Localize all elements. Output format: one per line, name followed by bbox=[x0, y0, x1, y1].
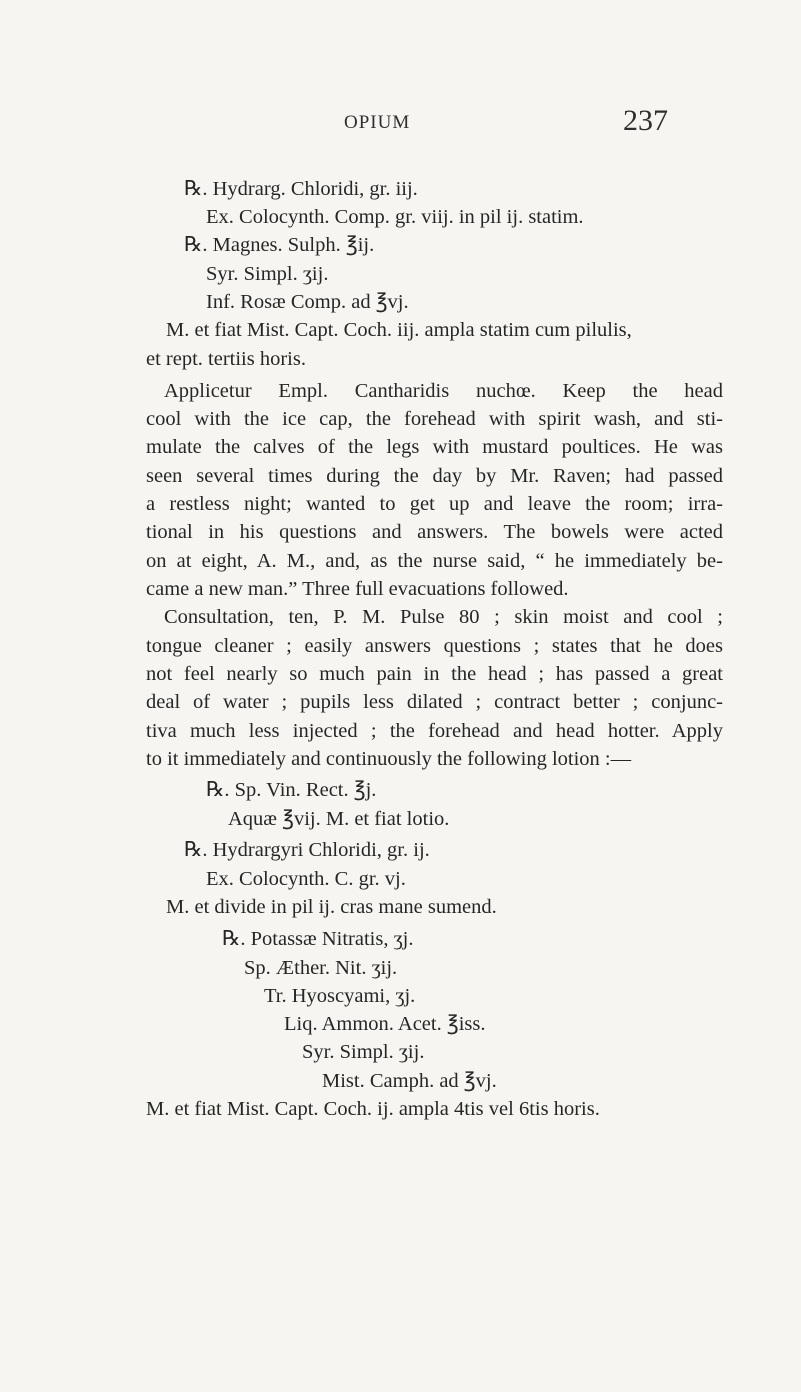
text-line: Liq. Ammon. Acet. ℥iss. bbox=[284, 1013, 486, 1035]
text-line: mulate the calves of the legs with mustard poultices. He was bbox=[146, 436, 723, 458]
text-line: Ex. Colocynth. C. gr. vj. bbox=[206, 868, 406, 890]
text-line: tional in his questions and answers. The bowels were acted bbox=[146, 521, 723, 543]
text-line: Mist. Camph. ad ℥vj. bbox=[322, 1070, 497, 1092]
text-line: Applicetur Empl. Cantharidis nuchœ. Keep the head bbox=[164, 380, 723, 402]
text-line: Aquæ ℥vij. M. et fiat lotio. bbox=[228, 808, 450, 830]
text-line: not feel nearly so much pain in the head ; has passed a great bbox=[146, 663, 723, 685]
running-title: OPIUM bbox=[344, 112, 411, 133]
text-line: Syr. Simpl. ʒij. bbox=[206, 263, 329, 285]
text-line: tiva much less injected ; the forehead and head hotter. Apply bbox=[146, 720, 723, 742]
text-line: ℞. Potassæ Nitratis, ʒj. bbox=[222, 928, 414, 950]
text-line: a restless night; wanted to get up and leave the room; irra- bbox=[146, 493, 723, 515]
text-line: Sp. Æther. Nit. ʒij. bbox=[244, 957, 398, 979]
text-line: Inf. Rosæ Comp. ad ℥vj. bbox=[206, 291, 409, 313]
text-line: ℞. Sp. Vin. Rect. ℥j. bbox=[206, 779, 377, 801]
text-line: Consultation, ten, P. M. Pulse 80 ; skin moist and cool ; bbox=[164, 606, 723, 628]
page-header bbox=[0, 104, 801, 144]
text-line: Ex. Colocynth. Comp. gr. viij. in pil ij. statim. bbox=[206, 206, 584, 228]
text-line: on at eight, A. M., and, as the nurse said, “ he immediately be- bbox=[146, 550, 723, 572]
text-line: deal of water ; pupils less dilated ; contract better ; conjunc- bbox=[146, 691, 723, 713]
text-line: M. et divide in pil ij. cras mane sumend. bbox=[166, 896, 497, 918]
text-line: ℞. Hydrargyri Chloridi, gr. ij. bbox=[184, 839, 430, 861]
text-line: seen several times during the day by Mr. Raven; had passed bbox=[146, 465, 723, 487]
text-line: ℞. Hydrarg. Chloridi, gr. iij. bbox=[184, 178, 418, 200]
text-line: cool with the ice cap, the forehead with spirit wash, and sti- bbox=[146, 408, 723, 430]
text-line: came a new man.” Three full evacuations followed. bbox=[146, 578, 569, 600]
text-line: et rept. tertiis horis. bbox=[146, 348, 306, 370]
text-line: Syr. Simpl. ʒij. bbox=[302, 1041, 425, 1063]
text-line: M. et fiat Mist. Capt. Coch. ij. ampla 4tis vel 6tis horis. bbox=[146, 1098, 600, 1120]
text-line: to it immediately and continuously the following lotion :— bbox=[146, 748, 632, 770]
text-line: M. et fiat Mist. Capt. Coch. iij. ampla statim cum pilulis, bbox=[166, 319, 632, 341]
text-line: ℞. Magnes. Sulph. ℥ij. bbox=[184, 234, 375, 256]
text-line: tongue cleaner ; easily answers questions ; states that he does bbox=[146, 635, 723, 657]
text-line: Tr. Hyoscyami, ʒj. bbox=[264, 985, 416, 1007]
page-number: 237 bbox=[623, 104, 668, 137]
